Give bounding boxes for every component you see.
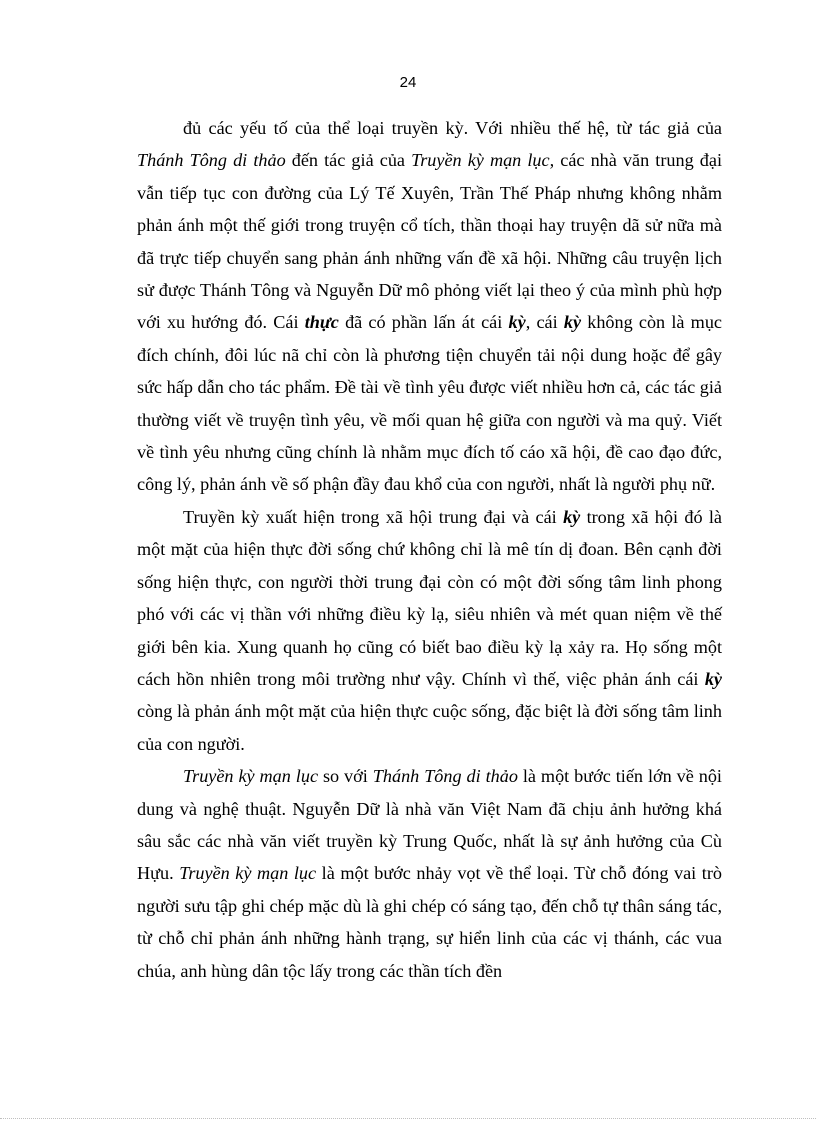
body-text [137, 112, 722, 987]
emphasis-term: kỳ [563, 506, 581, 527]
emphasis-term: thực [304, 312, 339, 333]
text-run: so với [318, 766, 373, 787]
text-run: đã có phần lấn át cái [338, 312, 509, 333]
emphasis-term: kỳ [704, 668, 722, 689]
italic-title: Thánh Tông di thảo [372, 766, 518, 787]
italic-title: Truyền kỳ mạn lục, [411, 150, 555, 171]
text-run: là một bước nhảy vọt về thể loại. Từ chỗ đóng vai trò người sưu tập ghi chép mặc dù là ghi chép có sáng tạo, đến chỗ tự thân sáng tác, từ chỗ chỉ phản ánh những hành trạng, sự hiển linh của các vị thánh, các vua chúa, anh hùng dân tộc lấy trong các thần tích đền [137, 863, 722, 981]
italic-title: Thánh Tông di thảo [137, 150, 286, 171]
emphasis-term: kỳ [508, 312, 526, 333]
text-run: không còn là mục đích chính, đôi lúc nã chỉ còn là phương tiện chuyển tải nội dung hoặc để gây sức hấp dẫn cho tác phẩm. Đề tài về tình yêu được viết nhiều hơn cả, các tác giả thường viết về truyện tình yêu, về mối quan hệ giữa con người và ma quỷ. Viết về tình yêu nhưng cũng chính là nhằm mục đích tố cáo xã hội, đề cao đạo đức, công lý, phản ánh về số phận đầy đau khổ của con người, nhất là người phụ nữ. [137, 312, 722, 495]
text-run: còng là phản ánh một mặt của hiện thực cuộc sống, đặc biệt là đời sống tâm linh của con người. [137, 701, 722, 754]
page-number: 24 [399, 74, 417, 91]
text-run: các nhà văn trung đại vẫn tiếp tục con đường của Lý Tế Xuyên, Trần Thế Pháp nhưng không nhằm phản ánh một thế giới trong truyện cổ tích, thần thoại hay truyện dã sử nữa mà đã trực tiếp chuyển sang phản ánh những vấn đề xã hội. Những câu truyện lịch sử được Thánh Tông và Nguyễn Dữ mô phỏng viết lại theo ý của mình phù hợp với xu hướng đó. Cái [137, 150, 722, 333]
paragraph-3 [137, 760, 722, 987]
paragraph-1 [137, 112, 722, 501]
text-run: là một bước tiến lớn về nội dung và nghệ thuật. Nguyễn Dữ là nhà văn Việt Nam đã chịu ảnh hưởng khá sâu sắc các nhà văn viết truyền kỳ Trung Quốc, nhất là sự ảnh hưởng của Cù Hựu. [137, 766, 722, 884]
page-bottom-border [0, 1118, 816, 1119]
text-run: trong xã hội đó là một mặt của hiện thực đời sống chứ không chỉ là mê tín dị đoan. Bên cạnh đời sống hiện thực, con người thời trung đại còn có một đời sống tâm linh phong phó với các vị thần với những điều kỳ lạ, siêu nhiên và mét quan niệm về thế giới bên kia. Xung quanh họ cũng có biết bao điều kỳ lạ xảy ra. Họ sống một cách hồn nhiên trong môi trường như vậy. Chính vì thế, việc phản ánh cái [137, 506, 722, 689]
italic-title: Truyền kỳ mạn lục [179, 863, 317, 884]
emphasis-term: kỳ [563, 312, 582, 333]
paragraph-2 [137, 501, 722, 760]
text-run: đến tác giả của [285, 150, 412, 171]
text-run: đủ các yếu tố của thể loại truyền kỳ. Với nhiều thế hệ, từ tác giả của [183, 118, 722, 138]
italic-title: Truyền kỳ mạn lục [183, 766, 319, 787]
text-run: Truyền kỳ xuất hiện trong xã hội trung đại và cái [183, 506, 564, 527]
text-run: , cái [525, 312, 564, 333]
